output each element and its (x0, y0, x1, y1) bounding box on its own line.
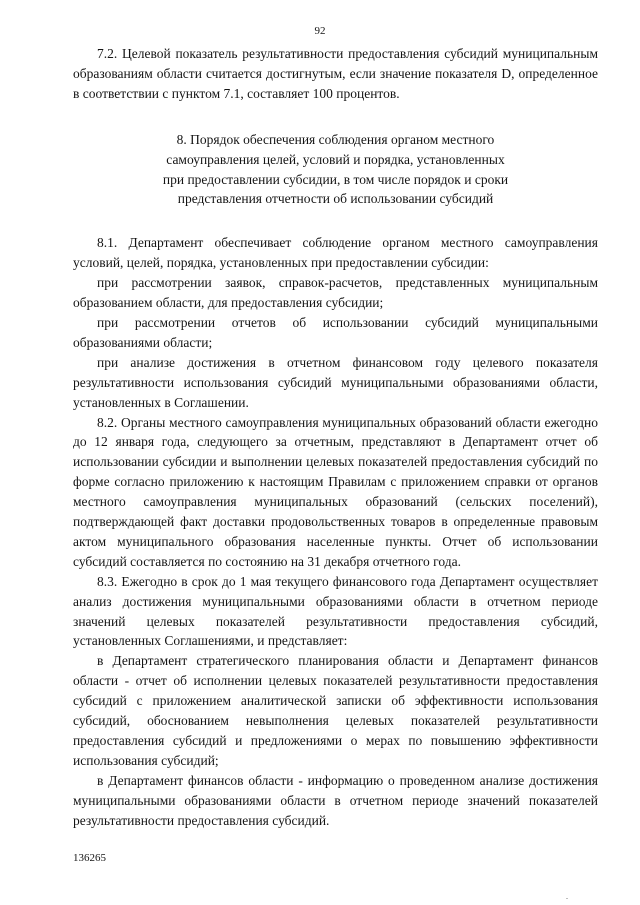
heading-line: самоуправления целей, условий и порядка, установленных (166, 151, 505, 167)
paragraph-8-1-item-applications: при рассмотрении заявок, справок-расчетов, представленных муниципальным образованием области, для предоставления субсидии; (73, 275, 598, 311)
document-body (73, 44, 598, 831)
paragraph-7-2: 7.2. Целевой показатель результативности предоставления субсидий муниципальным образованиям области считается достигнутым, если значение показателя D, определенное в соответствии с пунктом 7.1, составляет 100 процентов. (73, 46, 598, 101)
paragraph-8-1: 8.1. Департамент обеспечивает соблюдение органом местного самоуправления условий, целей, порядка, установленных при предоставлении субсидии: (73, 235, 598, 271)
paragraph-8-3-item-strategic: в Департамент стратегического планирования области и Департамент финансов области - отчет об исполнении целевых показателей результативности предоставления субсидий с приложением аналитической записки об эффективности использования субсидий, обоснованием невыполнения целевых показателей результативности предоставления субсидий и предложениями о мерах по повышению эффективности использования субсидий; (73, 653, 598, 768)
document-code: 136265 (73, 852, 106, 864)
heading-line: при предоставлении субсидии, в том числе порядок и сроки (162, 171, 509, 187)
paragraph-8-3: 8.3. Ежегодно в срок до 1 мая текущего финансового года Департамент осуществляет анализ достижения муниципальными образованиями области в отчетном периоде значений целевых показателей результативности предоставления субсидий, установленных Соглашениями, и представляет: (73, 573, 598, 649)
paragraph-8-1-item-analysis: при анализе достижения в отчетном финансовом году целевого показателя результативности использования субсидий муниципальными образованиями области, установленных в Соглашении. (73, 354, 598, 410)
page-number: 92 (314, 25, 326, 37)
paragraph-8-3-item-finance: в Департамент финансов области - информацию о проведенном анализе достижения муниципальными образованиями области в отчетном периоде значений показателей результативности предоставления субсидий. (73, 772, 598, 828)
paragraph-8-1-item-reports: при рассмотрении отчетов об использовании субсидий муниципальными образованиями области; (73, 314, 598, 350)
scan-mark: . (566, 892, 568, 901)
heading-line: 8. Порядок обеспечения соблюдения органом местного (176, 131, 495, 147)
section-8-heading (73, 130, 598, 210)
paragraph-8-2: 8.2. Органы местного самоуправления муниципальных образований области ежегодно до 12 января года, следующего за отчетным, представляют в Департамент отчет об использовании субсидии и выполнении целевых показателей предоставления субсидий по форме согласно приложению к настоящим Правилам с приложением справки от органов местного самоуправления муниципальных образований (сельских поселений), подтверждающей факт доставки продовольственных товаров в определенные правовым актом муниципального образования населенные пункты. Отчет об использовании субсидий составляется по состоянию на 31 декабря отчетного года. (73, 414, 598, 569)
heading-line: представления отчетности об использовании субсидий (177, 191, 494, 207)
